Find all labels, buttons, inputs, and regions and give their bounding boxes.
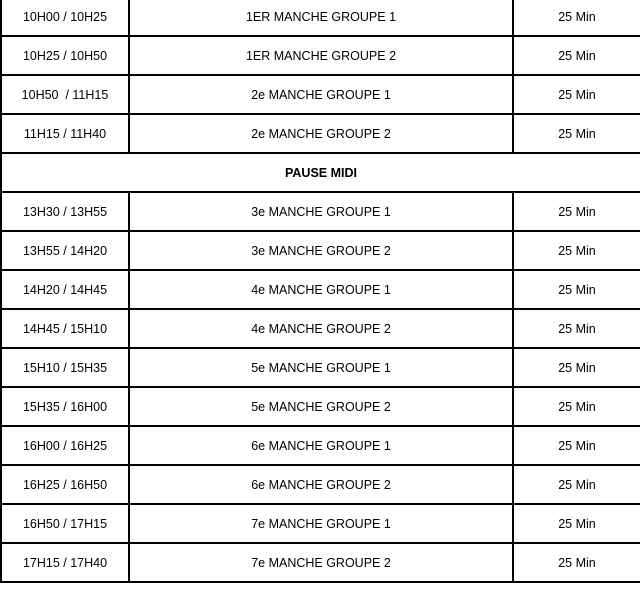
session-cell: 1ER MANCHE GROUPE 2: [129, 36, 513, 75]
duration-cell: 25 Min: [513, 543, 640, 582]
table-row: [1, 0, 640, 36]
table-row: [1, 114, 640, 153]
duration-cell: 25 Min: [513, 231, 640, 270]
duration-cell: 25 Min: [513, 0, 640, 36]
duration-cell: 25 Min: [513, 270, 640, 309]
table-row: [1, 387, 640, 426]
duration-cell: 25 Min: [513, 348, 640, 387]
session-cell: 3e MANCHE GROUPE 2: [129, 231, 513, 270]
table-row: [1, 504, 640, 543]
time-slot-cell: 11H15 / 11H40: [1, 114, 129, 153]
session-cell: 2e MANCHE GROUPE 2: [129, 114, 513, 153]
time-slot-cell: 10H00 / 10H25: [1, 0, 129, 36]
duration-cell: 25 Min: [513, 75, 640, 114]
pause-midi-cell: PAUSE MIDI: [1, 153, 640, 192]
session-cell: 6e MANCHE GROUPE 2: [129, 465, 513, 504]
table-row: [1, 231, 640, 270]
table-row: [1, 465, 640, 504]
table-row: [1, 348, 640, 387]
session-cell: 4e MANCHE GROUPE 1: [129, 270, 513, 309]
time-slot-cell: 13H30 / 13H55: [1, 192, 129, 231]
time-slot-cell: 10H50 / 11H15: [1, 75, 129, 114]
schedule-body: [1, 0, 640, 582]
session-cell: 3e MANCHE GROUPE 1: [129, 192, 513, 231]
pause-row: [1, 153, 640, 192]
time-slot-cell: 15H35 / 16H00: [1, 387, 129, 426]
session-cell: 5e MANCHE GROUPE 2: [129, 387, 513, 426]
time-slot-cell: 15H10 / 15H35: [1, 348, 129, 387]
duration-cell: 25 Min: [513, 387, 640, 426]
table-row: [1, 36, 640, 75]
table-row: [1, 75, 640, 114]
table-row: [1, 309, 640, 348]
time-slot-cell: 16H25 / 16H50: [1, 465, 129, 504]
duration-cell: 25 Min: [513, 309, 640, 348]
time-slot-cell: 16H50 / 17H15: [1, 504, 129, 543]
session-cell: 6e MANCHE GROUPE 1: [129, 426, 513, 465]
session-cell: 5e MANCHE GROUPE 1: [129, 348, 513, 387]
session-cell: 1ER MANCHE GROUPE 1: [129, 0, 513, 36]
duration-cell: 25 Min: [513, 192, 640, 231]
duration-cell: 25 Min: [513, 114, 640, 153]
table-row: [1, 426, 640, 465]
duration-cell: 25 Min: [513, 465, 640, 504]
session-cell: 7e MANCHE GROUPE 2: [129, 543, 513, 582]
time-slot-cell: 10H25 / 10H50: [1, 36, 129, 75]
time-slot-cell: 16H00 / 16H25: [1, 426, 129, 465]
table-row: [1, 270, 640, 309]
duration-cell: 25 Min: [513, 504, 640, 543]
duration-cell: 25 Min: [513, 426, 640, 465]
time-slot-cell: 14H45 / 15H10: [1, 309, 129, 348]
time-slot-cell: 14H20 / 14H45: [1, 270, 129, 309]
time-slot-cell: 17H15 / 17H40: [1, 543, 129, 582]
duration-cell: 25 Min: [513, 36, 640, 75]
session-cell: 7e MANCHE GROUPE 1: [129, 504, 513, 543]
time-slot-cell: 13H55 / 14H20: [1, 231, 129, 270]
session-cell: 2e MANCHE GROUPE 1: [129, 75, 513, 114]
table-row: [1, 543, 640, 582]
session-cell: 4e MANCHE GROUPE 2: [129, 309, 513, 348]
table-row: [1, 192, 640, 231]
